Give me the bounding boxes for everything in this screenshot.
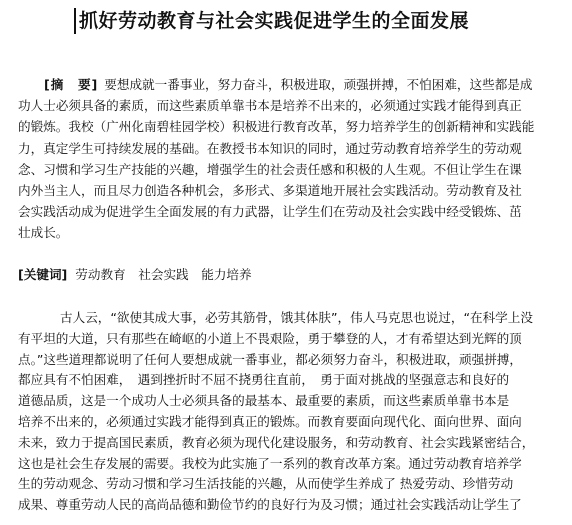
abstract-section — [18, 74, 566, 244]
abstract-line: 内外当主人，而且尽力创造各种机会，多形式、多渠道地开展社会实践活动。劳动教育及社 — [18, 183, 522, 199]
abstract-line — [18, 74, 566, 95]
body-line: 古人云，“欲使其成大事，必劳其筋骨，饿其体肤”，伟人马克思也说过，“在科学上没 — [60, 310, 533, 325]
body-paragraph — [18, 308, 566, 516]
abstract-line: 会实践活动成为促进学生全面发展的有力武器，让学生们在劳动及社会实践中经受锻炼、茁 — [18, 204, 522, 220]
body-line: 点。”这些道理都说明了任何人要想成就一番事业，都必须努力奋斗，积极进取，顽强拼搏， — [18, 351, 522, 367]
body-line: 培养不出来的，必须通过实践才能得到真正的锻炼。而教育要面向现代化、面向世界、面向 — [18, 413, 522, 429]
body-line: 道德品质，这是一个成功人士必须具备的最基本、最重要的素质，而这些素质单靠书本是 — [18, 393, 510, 409]
page-title: 抓好劳动教育与社会实践促进学生的全面发展 — [79, 10, 470, 32]
keywords-section — [18, 265, 566, 285]
body-line: 成果、尊重劳动人民的高尚品德和勤俭节约的良好行为及习惯；通过社会实践活动让学生了 — [18, 497, 522, 513]
body-line: 这也是社会生存发展的需要。我校为此实施了一系列的教育改革方案。通过劳动教育培养学 — [18, 455, 522, 471]
body-line: 有平坦的大道，只有那些在崎岖的小道上不畏艰险，勇于攀登的人，才有希望达到光辉的顶 — [18, 330, 522, 346]
abstract-line: 功人士必须具备的素质，而这些素质单靠书本是培养不出来的，必须通过实践才能得到真正 — [18, 98, 522, 114]
body-line: 生的劳动观念、劳动习惯和学习生活技能的兴趣，从而使学生养成了 热爱劳动、珍惜劳动 — [18, 476, 514, 492]
abstract-label: [摘 要] — [44, 77, 99, 92]
text-cursor — [74, 8, 76, 34]
abstract-line: 壮成长。 — [18, 225, 69, 241]
keywords-label: [关键词] — [18, 267, 68, 282]
body-line: 未来，致力于提高国民素质，教育必须为现代化建设服务，和劳动教育、社会实践紧密结合， — [18, 434, 535, 450]
abstract-line: 念、习惯和学习生产技能的兴趣，增强学生的社会责任感和积极的人生观。不但让学生在课 — [18, 161, 522, 177]
keywords-text: 劳动教育 社会实践 能力培养 — [75, 267, 252, 282]
abstract-line: 的锻炼。我校（广州化南碧桂园学校）积极进行教育改革，努力培养学生的创新精神和实践能 — [18, 119, 535, 135]
abstract-line: 力，真定学生可持续发展的基础。在教授书本知识的同时，通过劳动教育培养学生的劳动观 — [18, 140, 522, 156]
body-line: 都应具有不怕困难， 遇到挫折时不屈不挠勇往直前， 勇于面对挑战的坚强意志和良好的 — [18, 372, 510, 388]
abstract-text: 要想成就一番事业，努力奋斗，积极进取，顽强拼搏，不怕困难，这些都是成 — [104, 77, 533, 92]
